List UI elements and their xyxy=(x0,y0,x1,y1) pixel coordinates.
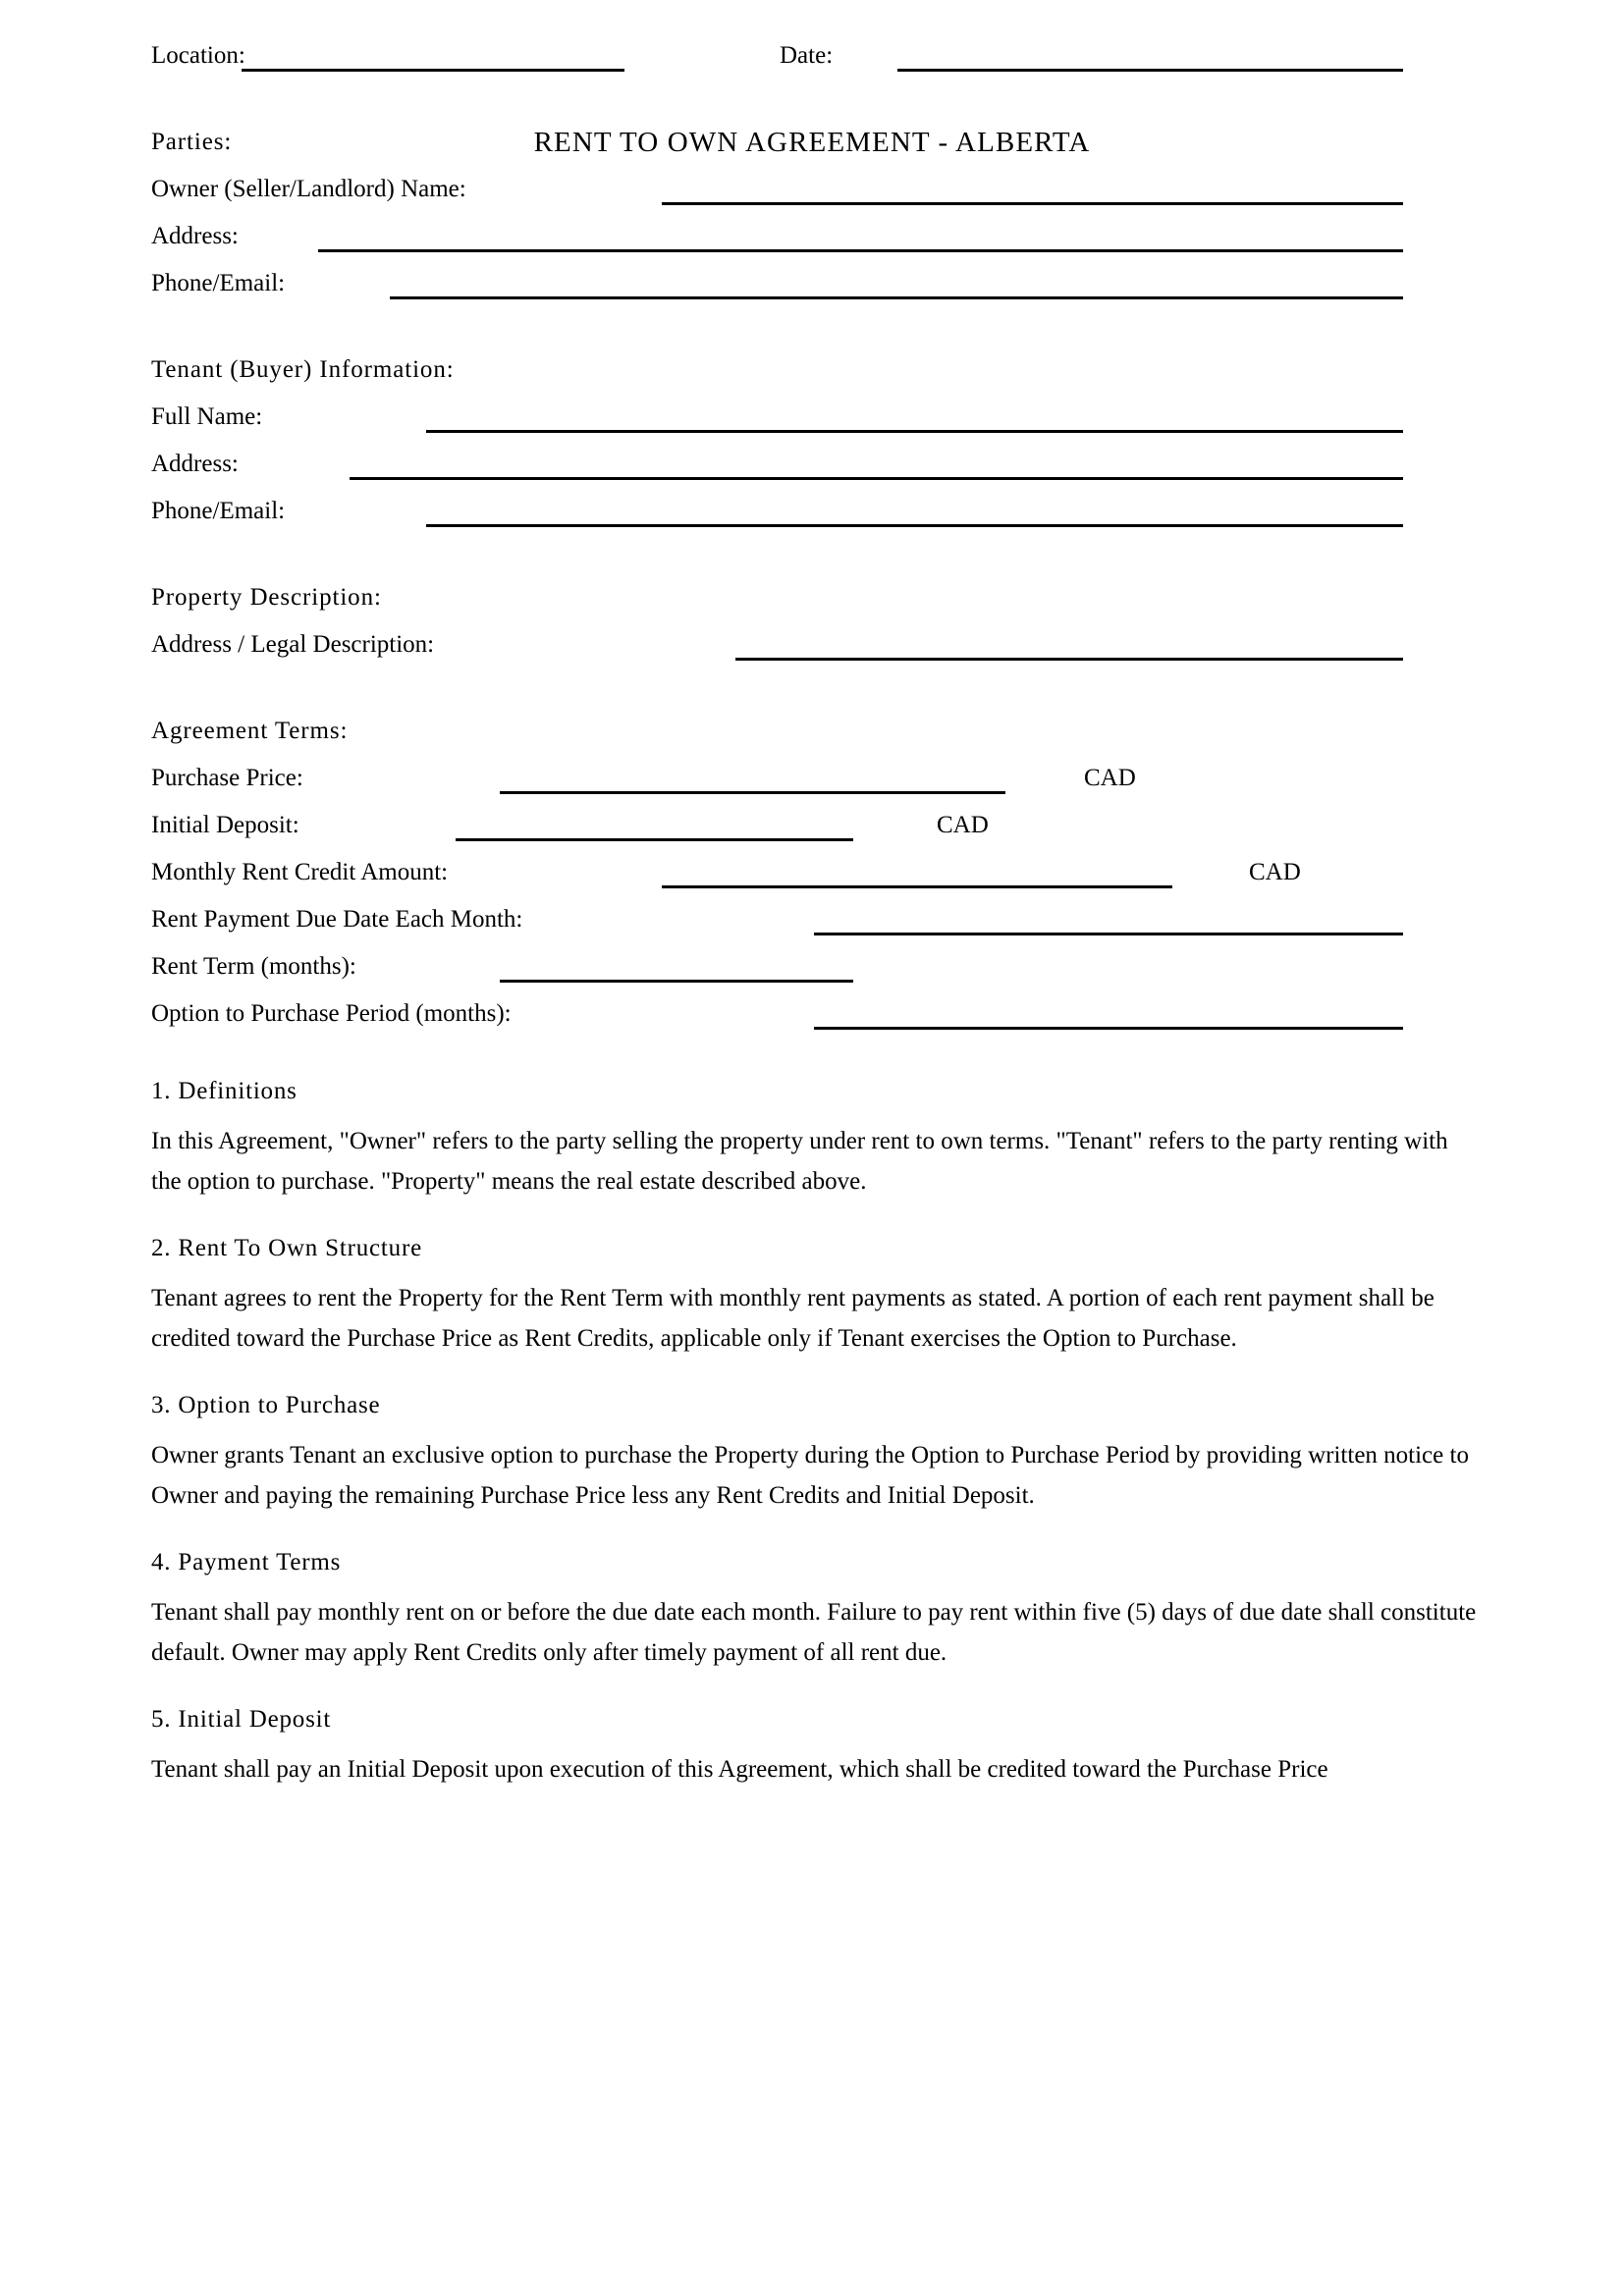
owner-name-label: Owner (Seller/Landlord) Name: xyxy=(151,176,466,202)
rent-term-row xyxy=(151,950,1479,997)
tenant-address-row xyxy=(151,448,1479,495)
location-label: Location: xyxy=(151,42,245,69)
tenant-phone-email-row xyxy=(151,495,1479,542)
monthly-rent-credit-label: Monthly Rent Credit Amount: xyxy=(151,859,449,885)
clause-1 xyxy=(151,1074,1479,1201)
rent-due-date-row xyxy=(151,903,1479,950)
property-heading: Property Description: xyxy=(151,584,382,611)
clause-3-body: Owner grants Tenant an exclusive option to purchase the Property during the Option to Purchase Period by providing written notice to Owner and paying the remaining Purchase Price less any Rent Credits and Initial Deposit. xyxy=(151,1442,1469,1509)
document-body xyxy=(151,0,1479,1789)
clause-5-title: 5. Initial Deposit xyxy=(151,1706,332,1733)
rent-term-input-rule[interactable] xyxy=(500,980,853,983)
purchase-price-input-rule[interactable] xyxy=(500,791,1005,794)
tenant-address-label: Address: xyxy=(151,451,239,477)
clause-5-body: Tenant shall pay an Initial Deposit upon execution of this Agreement, which shall be credited toward the Purchase Price xyxy=(151,1756,1328,1783)
monthly-rent-credit-row xyxy=(151,856,1479,903)
tenant-address-input-rule[interactable] xyxy=(350,477,1403,480)
clause-4-body: Tenant shall pay monthly rent on or before the due date each month. Failure to pay rent within five (5) days of due date shall constitute default. Owner may apply Rent Credits only after timely payment of all rent due. xyxy=(151,1599,1477,1666)
purchase-price-row xyxy=(151,762,1479,809)
monthly-rent-credit-currency: CAD xyxy=(1249,859,1301,885)
tenant-heading: Tenant (Buyer) Information: xyxy=(151,356,455,383)
date-label: Date: xyxy=(780,42,834,69)
clause-2-title: 2. Rent To Own Structure xyxy=(151,1235,422,1261)
spacer xyxy=(151,0,1479,39)
tenant-full-name-input-rule[interactable] xyxy=(426,430,1403,433)
owner-phone-email-label: Phone/Email: xyxy=(151,270,286,296)
clause-1-title: 1. Definitions xyxy=(151,1078,298,1104)
tenant-full-name-label: Full Name: xyxy=(151,403,263,430)
clause-5 xyxy=(151,1702,1479,1789)
owner-address-input-rule[interactable] xyxy=(318,249,1403,252)
property-address-label: Address / Legal Description: xyxy=(151,631,435,658)
property-address-input-rule[interactable] xyxy=(735,658,1403,661)
spacer xyxy=(151,86,1479,126)
spacer xyxy=(151,314,1479,353)
rent-due-date-input-rule[interactable] xyxy=(814,933,1403,935)
spacer xyxy=(151,542,1479,581)
owner-name-input-rule[interactable] xyxy=(662,202,1403,205)
clause-2-body: Tenant agrees to rent the Property for the Rent Term with monthly rent payments as stated. A portion of each rent payment shall be credited toward the Purchase Price as Rent Credits, applicable only if Tenant exercises the Option to Purchase. xyxy=(151,1285,1435,1352)
spacer xyxy=(151,675,1479,715)
tenant-phone-email-label: Phone/Email: xyxy=(151,498,286,524)
clause-3 xyxy=(151,1388,1479,1516)
option-period-label: Option to Purchase Period (months): xyxy=(151,1000,512,1027)
location-date-row xyxy=(151,39,1479,86)
owner-phone-email-input-rule[interactable] xyxy=(390,296,1403,299)
clause-4-title: 4. Payment Terms xyxy=(151,1549,342,1575)
initial-deposit-input-rule[interactable] xyxy=(456,838,853,841)
rent-term-label: Rent Term (months): xyxy=(151,953,356,980)
initial-deposit-label: Initial Deposit: xyxy=(151,812,299,838)
purchase-price-label: Purchase Price: xyxy=(151,765,303,791)
initial-deposit-row xyxy=(151,809,1479,856)
rent-due-date-label: Rent Payment Due Date Each Month: xyxy=(151,906,523,933)
option-period-row xyxy=(151,997,1479,1044)
purchase-price-currency: CAD xyxy=(1084,765,1136,791)
parties-heading: Parties: xyxy=(151,129,233,155)
date-input-rule[interactable] xyxy=(897,69,1403,72)
page-title: RENT TO OWN AGREEMENT - ALBERTA xyxy=(533,127,1091,158)
initial-deposit-currency: CAD xyxy=(937,812,989,838)
property-address-row xyxy=(151,628,1479,675)
clause-4 xyxy=(151,1545,1479,1673)
option-period-input-rule[interactable] xyxy=(814,1027,1403,1030)
owner-phone-email-row xyxy=(151,267,1479,314)
owner-address-label: Address: xyxy=(151,223,239,249)
agreement-terms-heading: Agreement Terms: xyxy=(151,718,349,744)
clause-2 xyxy=(151,1231,1479,1359)
owner-address-row xyxy=(151,220,1479,267)
monthly-rent-credit-input-rule[interactable] xyxy=(662,885,1172,888)
clause-1-body: In this Agreement, "Owner" refers to the party selling the property under rent to own terms. "Tenant" refers to the party renting with the option to purchase. "Property" means the real estate described above. xyxy=(151,1128,1448,1195)
clause-3-title: 3. Option to Purchase xyxy=(151,1392,381,1418)
tenant-phone-email-input-rule[interactable] xyxy=(426,524,1403,527)
owner-name-row xyxy=(151,173,1479,220)
tenant-full-name-row xyxy=(151,400,1479,448)
location-input-rule[interactable] xyxy=(242,69,624,72)
